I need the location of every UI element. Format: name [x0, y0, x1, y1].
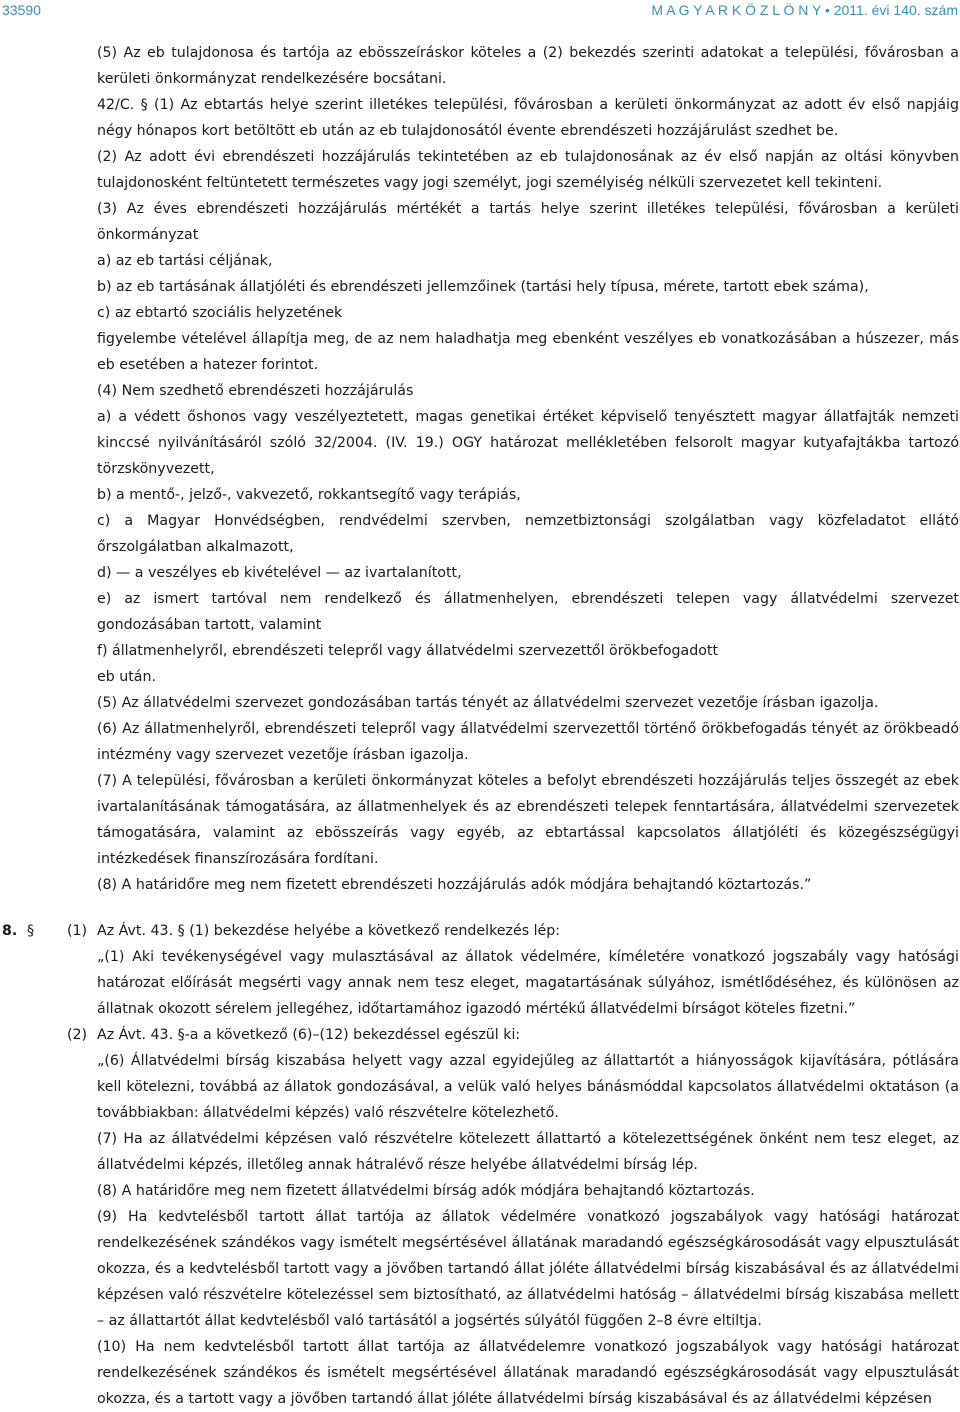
- paragraph: (8) A határidőre meg nem fizetett állatvédelmi bírság adók módjára behajtandó köztartozás.: [97, 1183, 755, 1199]
- subsection-number: (2): [67, 1027, 88, 1043]
- paragraph: (7) A települési, fővárosban a kerületi önkormányzat köteles a befolyt ebrendészeti hozzájárulás teljes összegét az ebek ivartalanításának támogatására, az állatmenhelyek és az ebrendészeti telepek fenntartására, állatvédelmi szervezetek támogatására, valamint az ebösszeírás vagy egyéb, az ebtartással kapcsolatos állatjóléti és közegészségügyi intézkedések finanszírozására fordítani.: [97, 773, 959, 867]
- paragraph: „(6) Állatvédelmi bírság kiszabása helyett vagy azzal egyidejűleg az állattartót a hiányosságok kijavítására, pótlására kell kötelezni, továbbá az állatok gondozásával, a velük való helyes bánásmóddal kapcsolatos állatvédelmi oktatáson (a továbbiakban: állatvédelmi képzés) való részvételre kötelezhető.: [97, 1053, 959, 1121]
- paragraph: e) az ismert tartóval nem rendelkező és állatmenhelyen, ebrendészeti telepen vagy állatvédelmi szervezet gondozásában tartott, valamint: [97, 591, 959, 633]
- journal-title: M A G Y A R K Ö Z L Ö N Y • 2011. évi 140. szám: [651, 2, 958, 18]
- section-8: [0, 918, 960, 1412]
- paragraph: (9) Ha kedvtelésből tartott állat tartója az állatok védelmére vonatkozó jogszabályok vagy hatósági határozat rendelkezésének szándékos vagy ismételt megsértésével állatának maradandó egészségkárosodását vagy elpusztulását okozza, és a kedvtelésből tartott vagy a jövőben tartandó állat jóléte állatvédelmi bírság kiszabásával és az állatvédelmi képzésen való részvételre kötelezéssel sem biztosítható, az állatvédelmi hatóság – állatvédelmi bírság kiszabása mellett – az állattartót állat kedvtelésből való tartásától a jogsértés súlyától függően 2–8 évre eltiltja.: [97, 1209, 959, 1329]
- subsection-number: (1): [67, 923, 88, 939]
- paragraph: (2) Az adott évi ebrendészeti hozzájárulás tekintetében az eb tulajdonosának az év első napján az oltási könyvben tulajdonosként feltüntetett természetes vagy jogi személyt, jogi személyiség nélküli szervezetet kell tekinteni.: [97, 149, 959, 191]
- paragraph: f) állatmenhelyről, ebrendészeti telepről vagy állatvédelmi szervezettől örökbefogadott: [97, 643, 719, 659]
- paragraph: (7) Ha az állatvédelmi képzésen való részvételre kötelezett állattartó a kötelezettségének önként nem tesz eleget, az állatvédelmi képzés, illetőleg annak hátralévő része helyébe állatvédelmi bírság lép.: [97, 1131, 959, 1173]
- paragraph: eb után.: [97, 669, 156, 685]
- paragraph: b) a mentő-, jelző-, vakvezető, rokkantsegítő vagy terápiás,: [97, 487, 521, 503]
- paragraph: (10) Ha nem kedvtelésből tartott állat tartója az állatvédelemre vonatkozó jogszabályok vagy hatósági határozat rendelkezésének szándékos és ismételt megsértésével állatának maradandó egészségkárosodását vagy elpusztulását okozza, és a tartott vagy a jövőben tartandó állat jóléte állatvédelmi bírság kiszabásával és az állatvédelmi képzésen: [97, 1339, 959, 1407]
- paragraph: c) az ebtartó szociális helyzetének: [97, 305, 343, 321]
- section-symbol: §: [27, 923, 35, 939]
- paragraph: (3) Az éves ebrendészeti hozzájárulás mértékét a tartás helye szerint illetékes települési, fővárosban a kerületi önkormányzat: [97, 201, 959, 243]
- subsection-2: [0, 1022, 960, 1412]
- paragraph: a) a védett őshonos vagy veszélyeztetett, magas genetikai értéket képviselő tenyésztett magyar állatfajták nemzeti kinccsé nyilvánításáról szóló 32/2004. (IV. 19.) OGY határozat mellékletében felsorolt magyar kutyafajtákba tartozó törzskönyvezett,: [97, 409, 959, 477]
- quoted-provision: „(1) Aki tevékenységével vagy mulasztásával az állatok védelmére, kíméletére vonatkozó jogszabály vagy hatósági határozat előírását megsérti vagy annak nem tesz eleget, magatartásának súlyához, ismétlődéséhez, és különösen az állatnak okozott sérelem jellegéhez, időtartamához igazodó mértékű állatvédelmi bírságot köteles fizetni.”: [97, 949, 959, 1017]
- paragraph: (5) Az állatvédelmi szervezet gondozásában tartás tényét az állatvédelmi szervezet vezetője írásban igazolja.: [97, 695, 879, 711]
- subsection-intro: Az Ávt. 43. § (1) bekezdése helyébe a következő rendelkezés lép:: [97, 923, 561, 939]
- paragraph: (6) Az állatmenhelyről, ebrendészeti telepről vagy állatvédelmi szervezettől történő örökbefogadás tényét az örökbeadó intézmény vagy szervezet vezetője írásban igazolja.: [97, 721, 959, 763]
- subsection-intro: Az Ávt. 43. §-a a következő (6)–(12) bekezdéssel egészül ki:: [97, 1027, 521, 1043]
- subsection-1: [0, 918, 960, 1022]
- section-number: 8.: [2, 923, 18, 939]
- paragraph: figyelembe vételével állapítja meg, de az nem haladhatja meg ebenként veszélyes eb vonatkozásában a húszezer, más eb esetében a hatezer forintot.: [97, 331, 959, 373]
- upper-text-block: [97, 40, 959, 898]
- page-number: 33590: [2, 2, 41, 18]
- paragraph: a) az eb tartási céljának,: [97, 253, 273, 269]
- paragraph: d) — a veszélyes eb kivételével — az ivartalanított,: [97, 565, 462, 581]
- paragraph: (8) A határidőre meg nem fizetett ebrendészeti hozzájárulás adók módjára behajtandó köztartozás.”: [97, 877, 812, 893]
- paragraph: b) az eb tartásának állatjóléti és ebrendészeti jellemzőinek (tartási hely típusa, mérete, tartott ebek száma),: [97, 279, 869, 295]
- paragraph: 42/C. § (1) Az ebtartás helye szerint illetékes települési, fővárosban a kerületi önkormányzat az adott év első napjáig négy hónapos kort betöltött eb után az eb tulajdonosától évente ebrendészeti hozzájárulást szedhet be.: [97, 97, 959, 139]
- paragraph: c) a Magyar Honvédségben, rendvédelmi szervben, nemzetbiztonsági szolgálatban vagy közfeladatot ellátó őrszolgálatban alkalmazott,: [97, 513, 959, 555]
- paragraph: (4) Nem szedhető ebrendészeti hozzájárulás: [97, 383, 414, 399]
- paragraph: (5) Az eb tulajdonosa és tartója az ebösszeíráskor köteles a (2) bekezdés szerinti adatokat a települési, fővárosban a kerületi önkormányzat rendelkezésére bocsátani.: [97, 45, 959, 87]
- page-header: [0, 0, 960, 24]
